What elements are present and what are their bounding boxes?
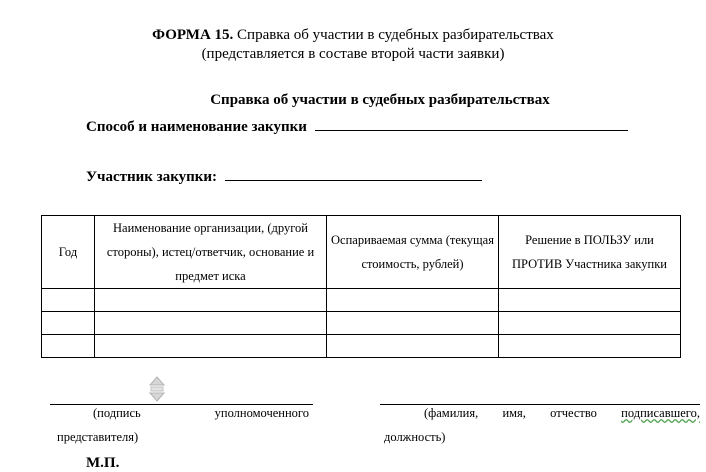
table-cell[interactable] bbox=[42, 312, 95, 335]
caption-word: имя, bbox=[502, 406, 526, 420]
table-cell[interactable] bbox=[499, 289, 681, 312]
table-row bbox=[42, 289, 681, 312]
signature-caption-line2: представителя) bbox=[57, 430, 139, 444]
table-cell[interactable] bbox=[327, 289, 499, 312]
name-caption bbox=[424, 406, 700, 421]
name-line[interactable] bbox=[380, 404, 700, 405]
table-row bbox=[42, 335, 681, 358]
column-header-amount: Оспариваемая сумма (текущая стоимость, рублей) bbox=[327, 216, 499, 289]
table-cell[interactable] bbox=[327, 335, 499, 358]
table-row bbox=[42, 312, 681, 335]
form-title bbox=[0, 27, 706, 44]
procurement-blank[interactable] bbox=[315, 117, 628, 131]
signature-caption bbox=[93, 406, 309, 421]
column-header-organization: Наименование организации, (другой стороны), истец/ответчик, основание и предмет иска bbox=[95, 216, 327, 289]
column-header-decision: Решение в ПОЛЬЗУ или ПРОТИВ Участника закупки bbox=[499, 216, 681, 289]
stamp-placeholder: М.П. bbox=[86, 455, 120, 471]
updown-arrows-icon[interactable] bbox=[148, 376, 166, 402]
caption-word: (фамилия, bbox=[424, 406, 479, 420]
procurement-label: Способ и наименование закупки bbox=[86, 119, 307, 135]
name-caption-line2: должность) bbox=[384, 430, 446, 444]
table-cell[interactable] bbox=[42, 289, 95, 312]
table-cell[interactable] bbox=[499, 335, 681, 358]
form-subtitle: (представляется в составе второй части заявки) bbox=[201, 46, 505, 62]
column-header-year: Год bbox=[42, 216, 95, 289]
participant-field bbox=[86, 167, 482, 186]
table-cell[interactable] bbox=[42, 335, 95, 358]
table-cell[interactable] bbox=[95, 289, 327, 312]
table-cell[interactable] bbox=[95, 335, 327, 358]
participant-label: Участник закупки: bbox=[86, 169, 218, 185]
form-number: ФОРМА 15. bbox=[152, 27, 234, 43]
document-heading: Справка об участии в судебных разбирательствах bbox=[210, 92, 550, 108]
caption-word-spellcheck: подписавшего, bbox=[621, 406, 700, 420]
table-header-row bbox=[42, 216, 681, 289]
procurement-field bbox=[86, 117, 628, 136]
signature-line[interactable] bbox=[50, 404, 313, 405]
litigation-table bbox=[41, 215, 681, 358]
table-cell[interactable] bbox=[95, 312, 327, 335]
caption-word: (подпись bbox=[93, 406, 141, 420]
participant-blank[interactable] bbox=[225, 167, 482, 181]
form-title-text: Справка об участии в судебных разбирательствах bbox=[237, 27, 554, 43]
table-cell[interactable] bbox=[327, 312, 499, 335]
caption-word: отчество bbox=[550, 406, 597, 420]
table-cell[interactable] bbox=[499, 312, 681, 335]
caption-word: уполномоченного bbox=[214, 406, 309, 420]
